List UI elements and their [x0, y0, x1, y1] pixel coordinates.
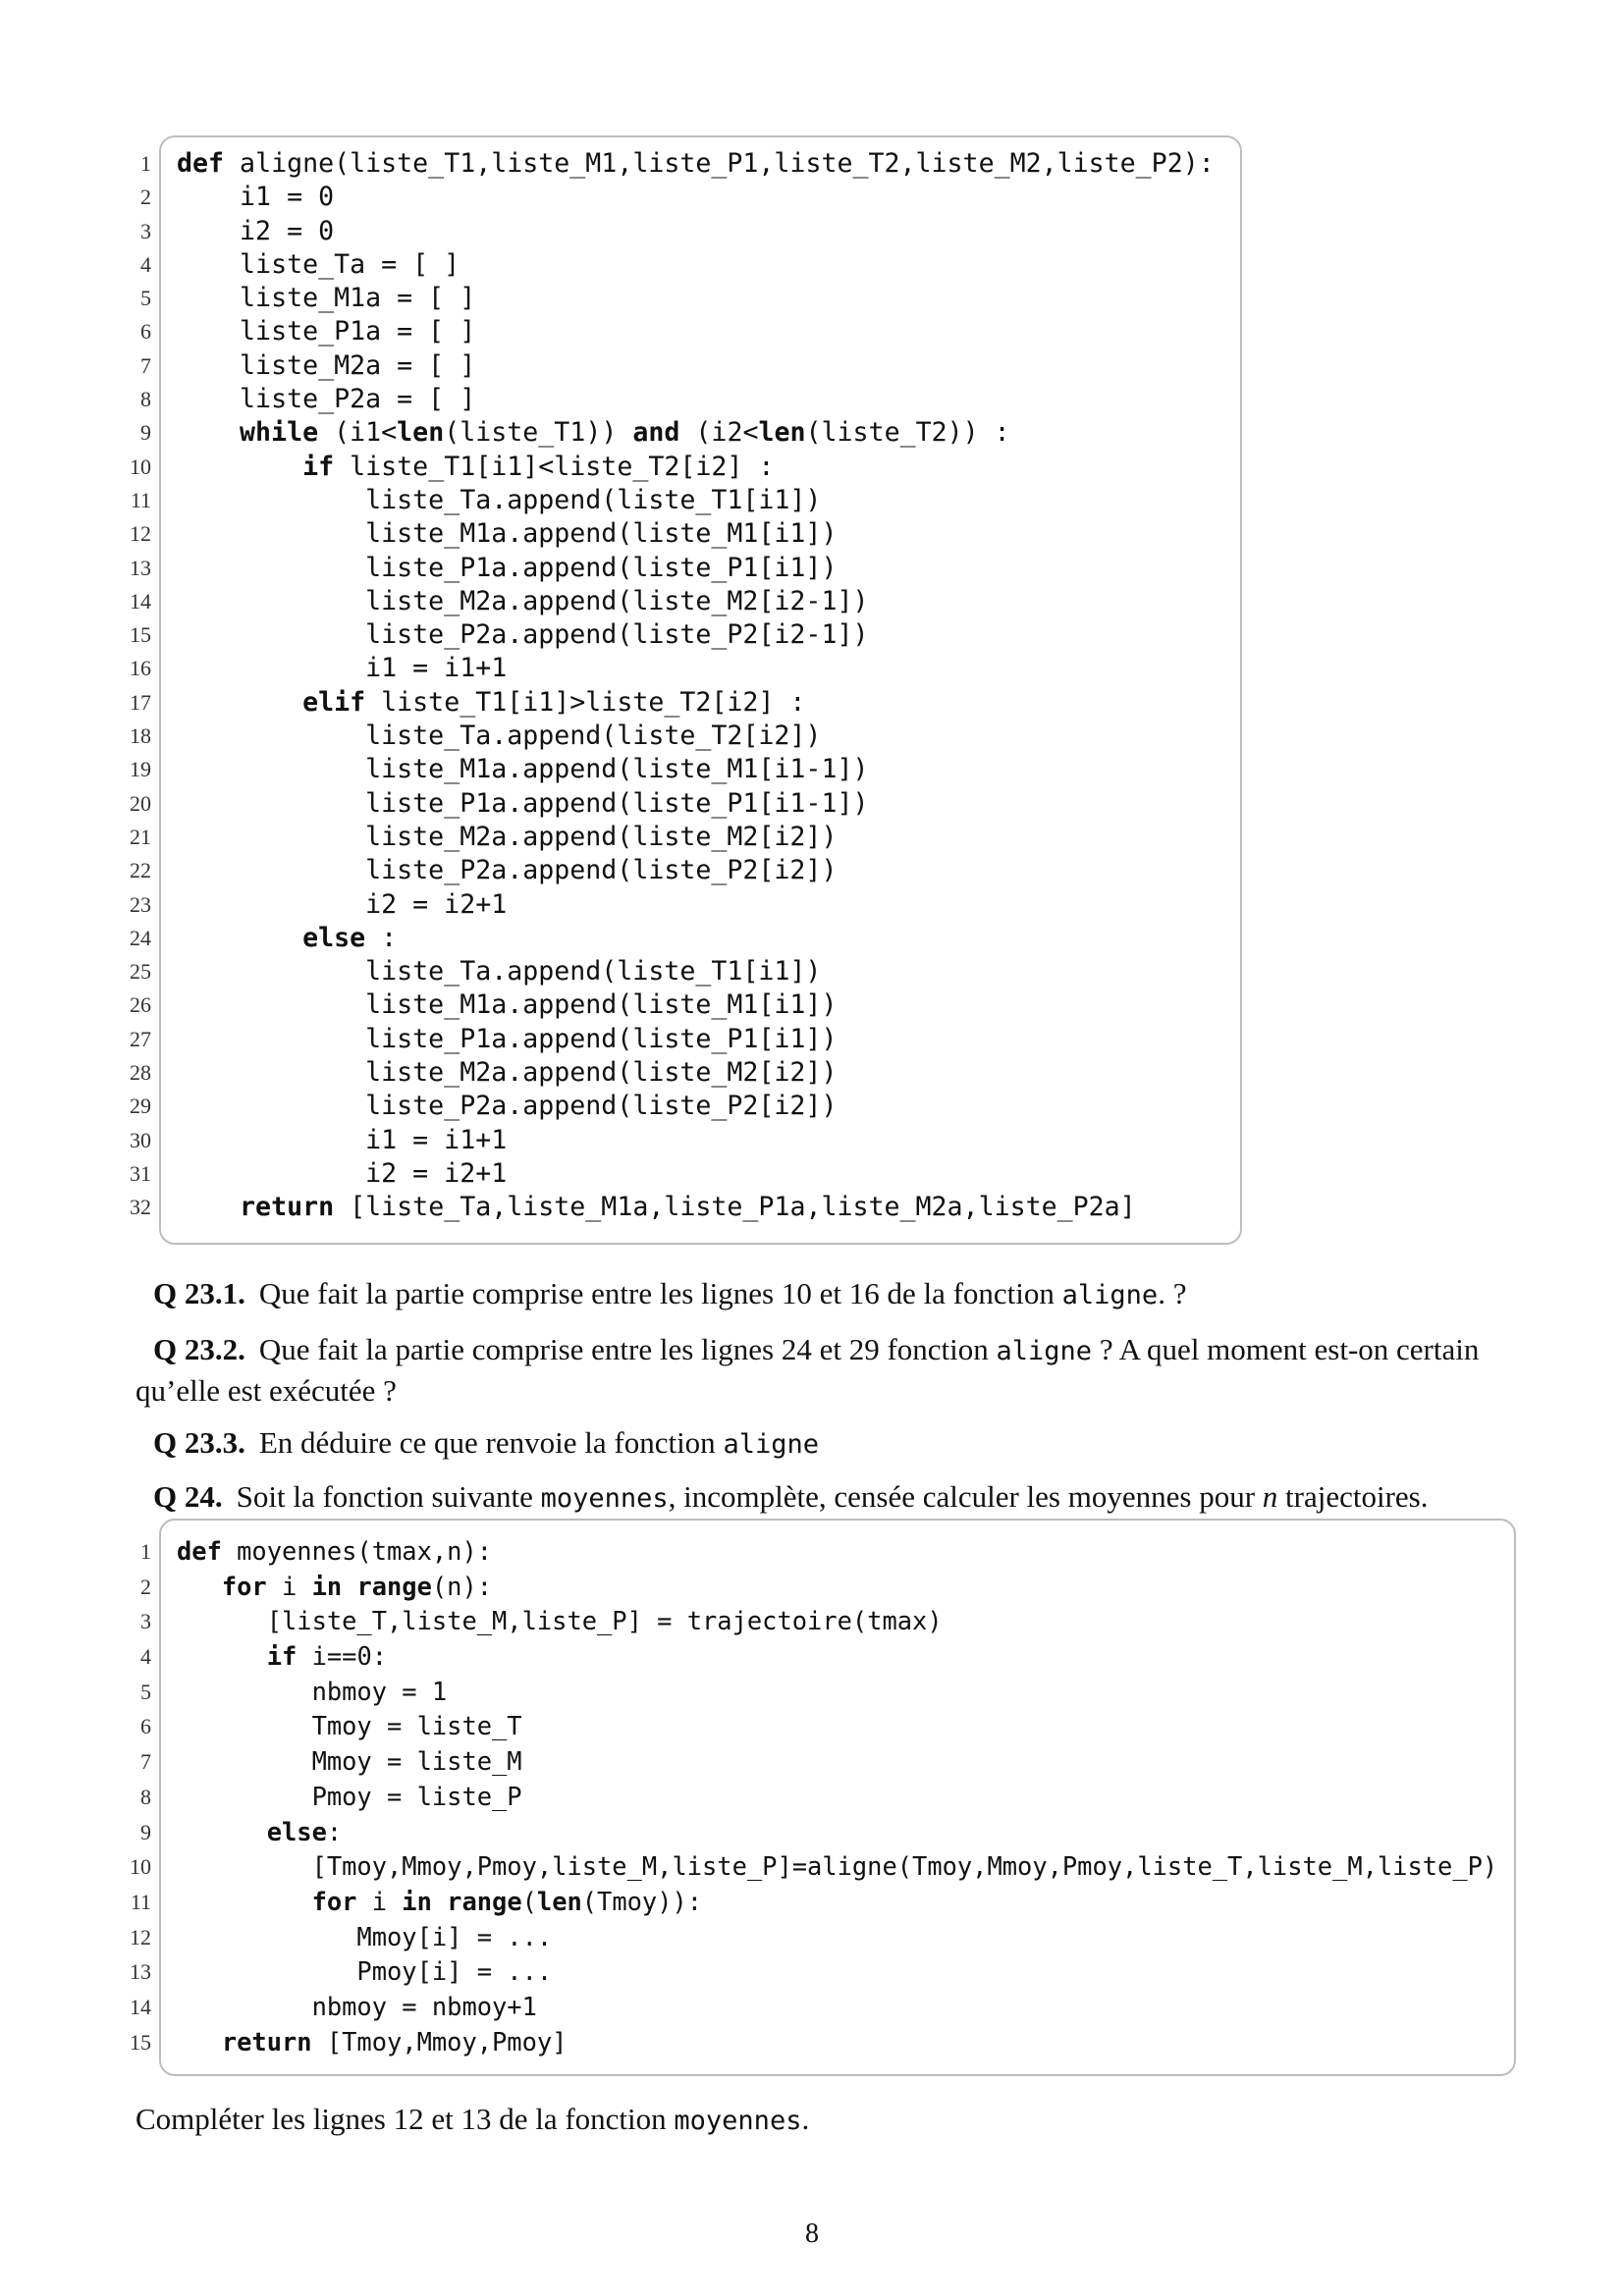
code-text [177, 955, 821, 988]
line-number: 3 [140, 1609, 151, 1634]
code-token: i1 = i1+1 [177, 1124, 508, 1155]
line-number: 13 [130, 1959, 151, 1985]
line-number: 2 [140, 1574, 151, 1599]
question-text: Soit la fonction suivante [236, 1479, 541, 1514]
line-number: 12 [130, 1924, 151, 1949]
code-text [177, 1639, 387, 1675]
code-text [177, 922, 397, 955]
inline-code: aligne [1061, 1280, 1159, 1310]
code-token: (liste_T2)) : [805, 417, 1010, 449]
question-text-end: ? A quel moment est-on certain qu’elle est exécutée ? [135, 1332, 1480, 1408]
question-text-end: trajectoires. [1277, 1479, 1429, 1514]
code-text [177, 821, 837, 854]
code-token: liste_P2a.append(liste_P2[i2]) [177, 1091, 838, 1122]
code-text [177, 1954, 552, 1990]
question-label: Q 24. [153, 1479, 223, 1514]
inline-code: moyennes [674, 2106, 802, 2136]
code-text [177, 1885, 702, 1920]
line-number: 6 [140, 319, 151, 345]
code-token: liste_Ta.append(liste_T1[i1]) [177, 956, 822, 988]
code-keyword: for [311, 1886, 357, 1916]
code-token: i [356, 1886, 403, 1916]
question-label: Q 23.2. [153, 1332, 245, 1366]
code-token: nbmoy = 1 [177, 1676, 448, 1706]
code-text [177, 1709, 522, 1744]
code-token: liste_P2a.append(liste_P2[i2-1]) [177, 619, 869, 651]
code-token: i [266, 1571, 312, 1601]
line-number: 18 [130, 723, 151, 749]
instruction-text-end: . [801, 2102, 810, 2136]
code-token: liste_P1a.append(liste_P1[i1]) [177, 1023, 838, 1054]
line-number: 30 [130, 1127, 151, 1152]
code-token: i==0: [297, 1641, 388, 1672]
code-text [177, 1570, 492, 1605]
code-text [177, 349, 475, 383]
line-number: 5 [140, 1679, 151, 1704]
code-token: liste_M1a = [ ] [177, 283, 476, 314]
code-token [177, 1641, 267, 1671]
code-token: Tmoy = liste_T [177, 1711, 522, 1741]
code-text [177, 720, 821, 753]
question-label: Q 23.3. [153, 1425, 245, 1460]
code-keyword: return [221, 2026, 312, 2056]
line-number: 5 [140, 286, 151, 311]
code-text [177, 1780, 522, 1815]
code-text [177, 416, 1010, 450]
code-token: liste_Ta = [ ] [177, 248, 460, 280]
code-token: liste_M2a = [ ] [177, 349, 476, 381]
code-token: (i1< [318, 417, 398, 449]
code-text [177, 854, 837, 887]
line-number: 10 [130, 454, 151, 479]
code-keyword: if [266, 1641, 298, 1672]
code-text [177, 1056, 837, 1090]
inline-code: aligne [723, 1429, 819, 1460]
line-number: 4 [140, 251, 151, 277]
line-number: 15 [130, 2029, 151, 2055]
question-text: Que fait la partie comprise entre les lignes 10 et 16 de la fonction [258, 1276, 1062, 1310]
line-number: 15 [130, 622, 151, 648]
code-text [177, 1534, 492, 1570]
code-token: i2 = 0 [177, 215, 335, 246]
code-text [177, 787, 868, 821]
code-token: moyennes(tmax,n): [221, 1536, 493, 1566]
code-text [177, 484, 821, 517]
code-token: nbmoy = nbmoy+1 [177, 1991, 537, 2021]
code-keyword: len [758, 417, 806, 449]
code-keyword: elif [302, 686, 366, 718]
code-token: : [326, 1816, 343, 1846]
code-token: liste_T1[i1]>liste_T2[i2] : [365, 686, 806, 718]
code-keyword: return [240, 1192, 335, 1223]
code-text [177, 315, 475, 348]
inline-code: aligne [996, 1336, 1093, 1366]
code-text [177, 1744, 522, 1780]
code-token [177, 417, 240, 448]
code-keyword: for [221, 1571, 267, 1601]
code-text [177, 618, 868, 652]
code-text [177, 1157, 507, 1191]
line-number: 25 [130, 959, 151, 985]
line-number: 32 [130, 1195, 151, 1220]
question-text: En déduire ce que renvoie la fonction [258, 1425, 724, 1460]
line-number: 22 [130, 858, 151, 883]
code-token: i2 = i2+1 [177, 888, 508, 920]
code-token: liste_P1a = [ ] [177, 316, 476, 347]
math-variable: n [1262, 1479, 1278, 1514]
code-keyword: len [536, 1886, 582, 1916]
line-number: 23 [130, 891, 151, 917]
code-keyword: else [266, 1816, 327, 1846]
code-keyword: len [397, 417, 445, 449]
code-token: [liste_Ta,liste_M1a,liste_P1a,liste_M2a,liste_P2a] [334, 1192, 1136, 1223]
line-number: 16 [130, 656, 151, 681]
code-keyword: and [632, 417, 680, 449]
line-number: 1 [140, 1539, 151, 1564]
code-text [177, 1849, 1497, 1885]
code-token: ( [521, 1886, 537, 1916]
code-token: liste_M1a.append(liste_M1[i1-1]) [177, 754, 869, 785]
code-token: (Tmoy)): [581, 1886, 703, 1916]
line-number: 31 [130, 1160, 151, 1186]
code-keyword: else [302, 922, 366, 953]
code-text [177, 552, 837, 585]
code-token: liste_M2a.append(liste_M2[i2-1]) [177, 585, 869, 616]
instruction-text [135, 2100, 809, 2141]
code-token: liste_P1a.append(liste_P1[i1-1]) [177, 787, 869, 819]
code-token: [Tmoy,Mmoy,Pmoy] [311, 2026, 568, 2056]
code-text [177, 888, 507, 922]
code-keyword: def [177, 1536, 222, 1566]
code-text [177, 451, 774, 484]
code-token [342, 1572, 356, 1601]
line-number: 10 [130, 1854, 151, 1880]
code-token: i2 = i2+1 [177, 1157, 508, 1189]
code-text [177, 248, 460, 282]
code-token: liste_P2a.append(liste_P2[i2]) [177, 855, 838, 886]
code-text [177, 1023, 837, 1056]
code-token: Pmoy = liste_P [177, 1781, 522, 1811]
code-keyword: range [447, 1886, 522, 1916]
code-text [177, 383, 475, 416]
code-text [177, 282, 475, 315]
code-token: liste_M1a.append(liste_M1[i1]) [177, 518, 838, 550]
line-number: 11 [130, 1889, 151, 1914]
code-keyword: while [240, 417, 319, 449]
code-token [177, 1192, 240, 1222]
code-text [177, 1990, 537, 2025]
question-label: Q 23.1. [153, 1276, 245, 1310]
code-text [177, 988, 837, 1022]
code-token: liste_M2a.append(liste_M2[i2]) [177, 821, 838, 852]
code-text [177, 2025, 567, 2060]
code-token: i1 = i1+1 [177, 653, 508, 684]
line-number: 21 [130, 824, 151, 849]
code-keyword: if [302, 451, 335, 482]
inline-code: moyennes [540, 1483, 669, 1514]
line-number: 7 [140, 1749, 151, 1775]
question-23-1 [153, 1274, 1186, 1315]
line-number: 28 [130, 1060, 151, 1086]
code-token [177, 923, 302, 953]
line-number: 8 [140, 387, 151, 412]
code-token [177, 1887, 312, 1916]
code-token: liste_M2a.append(liste_M2[i2]) [177, 1057, 838, 1089]
code-text [177, 1675, 447, 1710]
code-token: [liste_T,liste_M,liste_P] = trajectoire(tmax) [177, 1606, 943, 1636]
code-keyword: def [177, 148, 225, 179]
line-number: 20 [130, 790, 151, 816]
code-token [177, 452, 302, 482]
line-number: 12 [130, 521, 151, 547]
code-token: (n): [431, 1571, 493, 1601]
code-token: Mmoy = liste_M [177, 1746, 522, 1777]
code-text [177, 1815, 342, 1850]
question-text-end: . ? [1158, 1276, 1187, 1310]
code-text [177, 1920, 552, 1955]
code-keyword: in [402, 1886, 432, 1916]
line-number: 24 [130, 925, 151, 950]
code-token: liste_Ta.append(liste_T2[i2]) [177, 721, 822, 752]
code-token: liste_P2a = [ ] [177, 384, 476, 415]
line-number: 7 [140, 352, 151, 378]
line-number: 4 [140, 1644, 151, 1670]
code-text [177, 1124, 507, 1157]
code-keyword: range [356, 1571, 432, 1601]
code-keyword: in [311, 1571, 343, 1601]
code-text [177, 215, 334, 248]
code-token [177, 2027, 222, 2056]
question-text: Que fait la partie comprise entre les lignes 24 et 29 fonction [258, 1332, 997, 1366]
code-text [177, 147, 1215, 181]
code-token: aligne(liste_T1,liste_M1,liste_P1,liste_T2,liste_M2,liste_P2): [224, 148, 1215, 179]
question-23-3 [153, 1423, 819, 1465]
line-number: 29 [130, 1094, 151, 1119]
page-number: 8 [805, 2218, 819, 2249]
line-number: 6 [140, 1714, 151, 1739]
code-text [177, 753, 868, 786]
code-token [177, 687, 302, 718]
code-text [177, 585, 868, 618]
code-token [177, 1817, 267, 1846]
code-token: liste_M1a.append(liste_M1[i1]) [177, 989, 838, 1021]
code-token: liste_Ta.append(liste_T1[i1]) [177, 484, 822, 515]
code-token: Pmoy[i] = ... [177, 1956, 553, 1987]
code-text [177, 1090, 837, 1123]
line-number: 13 [130, 555, 151, 580]
code-text [177, 1604, 943, 1639]
code-token: liste_T1[i1]<liste_T2[i2] : [334, 451, 775, 482]
code-token: i1 = 0 [177, 182, 335, 213]
code-text [177, 1191, 1136, 1224]
line-number: 14 [130, 1994, 151, 2019]
code-token: (i2< [679, 417, 759, 449]
code-text [177, 181, 334, 214]
line-number: 2 [140, 185, 151, 210]
line-number: 8 [140, 1784, 151, 1809]
instruction-text-start: Compléter les lignes 12 et 13 de la fonction [135, 2102, 675, 2136]
line-number: 14 [130, 588, 151, 614]
line-number: 1 [140, 151, 151, 176]
code-text [177, 652, 507, 685]
code-token [432, 1887, 447, 1916]
code-text [177, 686, 805, 720]
line-number: 19 [130, 757, 151, 782]
question-23-2 [135, 1330, 1510, 1411]
code-token: [Tmoy,Mmoy,Pmoy,liste_M,liste_P]=aligne(Tmoy,Mmoy,Pmoy,liste_T,liste_M,liste_P) [177, 1851, 1498, 1882]
code-token [177, 1572, 222, 1601]
line-number: 27 [130, 1026, 151, 1051]
question-24 [153, 1477, 1428, 1519]
code-token: (liste_T1)) [444, 417, 633, 449]
code-token: : [365, 922, 398, 953]
line-number: 17 [130, 689, 151, 715]
question-text-middle: , incomplète, censée calculer les moyennes pour [668, 1479, 1263, 1514]
line-number: 26 [130, 992, 151, 1018]
code-text [177, 517, 837, 551]
line-number: 9 [140, 420, 151, 446]
line-number: 9 [140, 1819, 151, 1844]
code-token: Mmoy[i] = ... [177, 1921, 553, 1951]
line-number: 3 [140, 218, 151, 243]
line-number: 11 [130, 487, 151, 512]
code-token: liste_P1a.append(liste_P1[i1]) [177, 552, 838, 583]
